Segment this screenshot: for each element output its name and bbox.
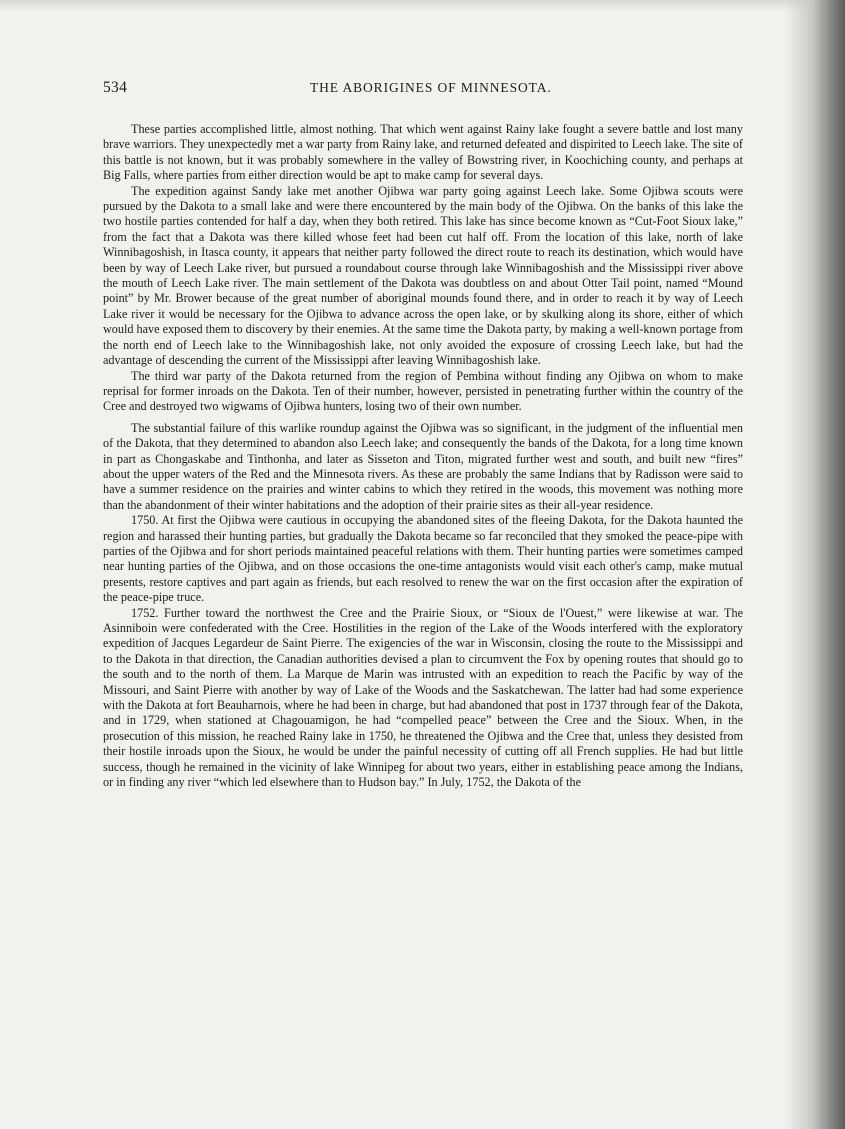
page-gutter-shading [785,0,845,1129]
paragraph-rainy-lake-battle: These parties accomplished little, almost nothing. That which went against Rainy lake fought a severe battle and lost many brave warriors. They unexpectedly met a war party from Rainy lake, and returned defeated and dispirited to Leech lake. The site of this battle is not known, but it was probably somewhere in the valley of Bowstring river, in Koochiching county, and perhaps at Big Falls, where parties from either direction would be apt to make camp for several days. [103,122,743,183]
page-header [103,79,751,101]
paragraph-1752: 1752. Further toward the northwest the Cree and the Prairie Sioux, or “Sioux de l'Ouest,” were likewise at war. The Asinniboin were confederated with the Cree. Hostilities in the region of the Lake of the Woods interfered with the exploratory expedition of Jacques Legardeur de Saint Pierre. The exigencies of the war in Wisconsin, closing the route to the Mississippi and to the Dakota in that direction, the Canadian authorities devised a plan to circumvent the Fox by opening routes that should go to the south and to the north of them. La Marque de Marin was intrusted with an expedition to reach the Pacific by way of the Missouri, and Saint Pierre with another by way of Lake of the Woods and the Saskatchewan. The latter had had some experience with the Dakota at fort Beauharnois, where he had been in charge, but had abandoned that post in 1737 through fear of the Dakota, and in 1729, when stationed at Chagouamigon, he had “compelled peace” between the Cree and the Sioux. When, in the prosecution of this mission, he reached Rainy lake in 1750, he threatened the Ojibwa and the Cree that, unless they desisted from their hostile inroads upon the Sioux, he would be under the painful necessity of cutting off all French supplies. He had but little success, though he remained in the vicinity of lake Winnipeg for about two years, either in establishing peace among the Indians, or in finding any river “which led elsewhere than to Hudson bay.” In July, 1752, the Dakota of the [103,605,743,790]
paragraph-abandon-leech-lake: The substantial failure of this warlike roundup against the Ojibwa was so significant, in the judgment of the influential men of the Dakota, that they determined to abandon also Leech lake; and consequently the bands of the Dakota, for a long time known in part as Chongaskabe and Tinthonha, and later as Sisseton and Titon, migrated further west and south, and built new “fires” about the upper waters of the Red and the Minnesota rivers. As these are probably the same Indians that by Radisson were said to have a summer residence on the prairies and winter cabins to which they retired in the woods, this movement was nothing more than the abandonment of their winter habitations and the adoption of their prairie sites as their all-year residence. [103,420,743,512]
paragraph-third-war-party: The third war party of the Dakota returned from the region of Pembina without finding any Ojibwa on whom to make reprisal for former inroads on the Dakota. Ten of their number, however, persisted in penetrating further within the country of the Cree and destroyed two wigwams of Ojibwa hunters, losing two of their own number. [103,368,743,414]
page-body [103,122,743,790]
running-head: THE ABORIGINES OF MINNESOTA. [310,80,552,95]
paragraph-sandy-lake-expedition: The expedition against Sandy lake met another Ojibwa war party going against Leech lake. Some Ojibwa scouts were pursued by the Dakota to a small lake and were there encountered by the main body of the Ojibwa. On the banks of this lake the two hostile parties contended for half a day, when they both retired. This lake has since become known as “Cut-Foot Sioux lake,” from the fact that a Dakota was there killed whose feet had been cut half off. From the location of this lake, north of lake Winnibagoshish, in Itasca county, it appears that neither party followed the direct route to reach its destination, which would have been by way of Leech Lake river, but pursued a roundabout course through lake Winnibagoshish and the Mississippi river above the mouth of Leech Lake river. The main settlement of the Dakota was doubtless on and about Otter Tail point, named “Mound point” by Mr. Brower because of the great number of aboriginal mounds found there, and in order to reach it by way of Leech Lake river it would be necessary for the Ojibwa to advance across the open lake, or by skulking along its shore, either of which would have exposed them to discovery by their enemies. At the same time the Dakota party, by making a well-known portage from the north end of Leech lake to the Winnibagoshish lake, not only avoided the exposure of crossing Leech lake, but had the advantage of descending the current of the Mississippi after leaving Winnibagoshish lake. [103,183,743,368]
paragraph-1750: 1750. At first the Ojibwa were cautious in occupying the abandoned sites of the fleeing Dakota, for the Dakota haunted the region and harassed their hunting parties, but gradually the Dakota became so far reconciled that they smoked the peace-pipe with parties of the Ojibwa and for short periods maintained peaceful relations with them. Their hunting parties were sometimes camped near hunting parties of the Ojibwa, and on those occasions the one-time antagonists would visit each other's camp, make mutual presents, restore captives and part again as friends, but each resolved to renew the war on the first occasion after the expiration of the peace-pipe truce. [103,513,743,605]
page-number: 534 [103,79,128,96]
page-edge-shading-top [0,0,845,12]
